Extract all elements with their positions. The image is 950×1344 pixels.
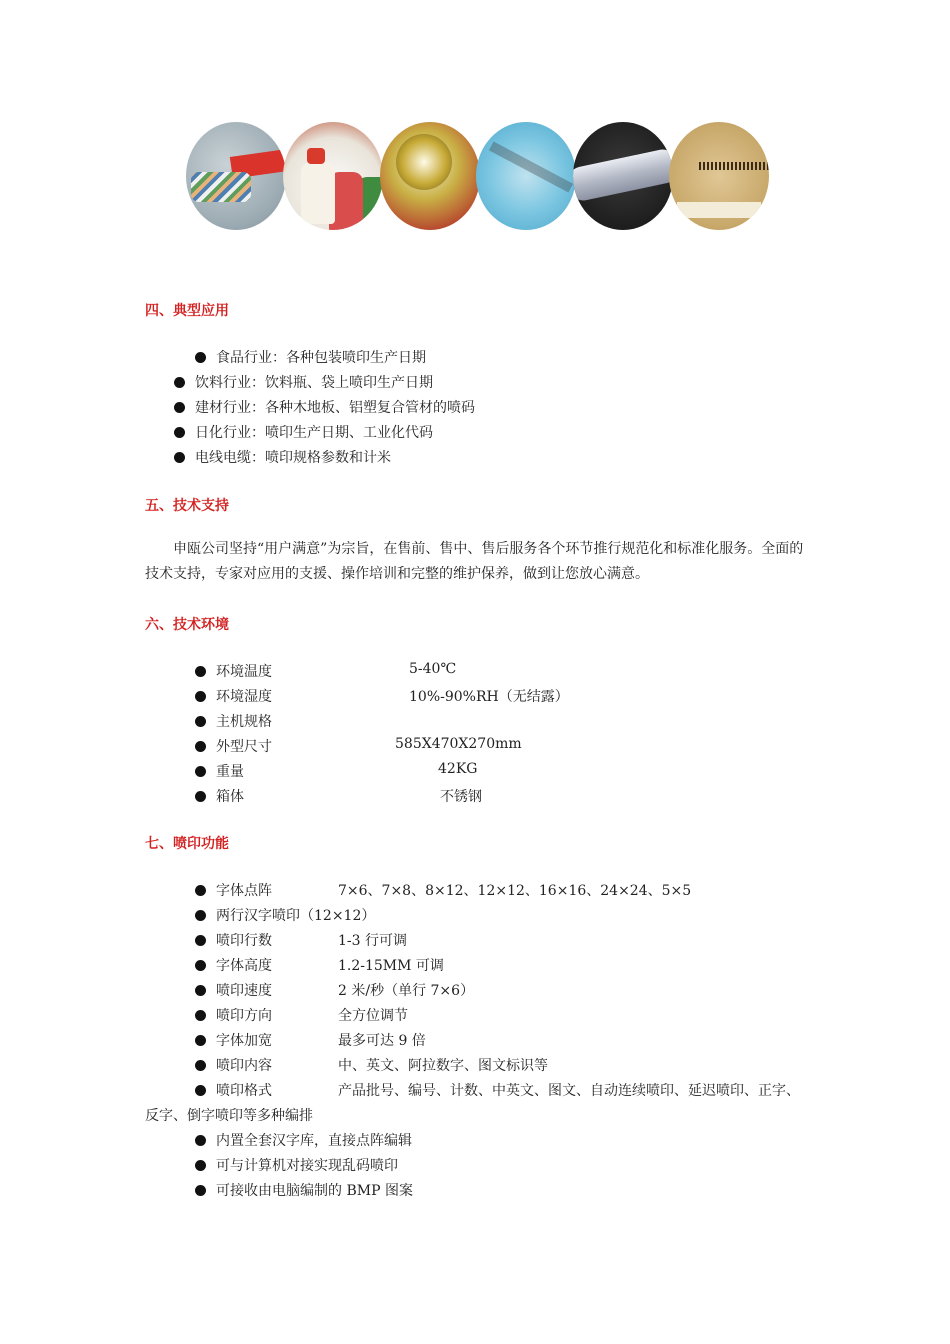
spec-value: 1-3 行可调 <box>338 933 407 949</box>
spec-value: 2 米/秒（单行 7×6） <box>338 983 475 999</box>
spec-value: 10%-90%RH（无结露） <box>409 689 569 705</box>
spec-value: 585X470X270mm <box>395 736 522 752</box>
bottles-photo-icon <box>283 122 383 230</box>
spec-value: 7×6、7×8、8×12、12×12、16×16、24×24、5×5 <box>338 883 692 899</box>
bullet-icon <box>195 766 206 777</box>
bullet-icon <box>195 885 206 896</box>
list-item: 重量 <box>195 761 244 781</box>
carton-photo-icon <box>669 122 769 230</box>
bullet-icon <box>195 666 206 677</box>
list-item: 喷印方向 <box>195 1005 272 1025</box>
spec-value: 42KG <box>438 761 478 777</box>
section-heading-support: 五、技术支持 <box>145 498 229 514</box>
bullet-icon <box>195 352 206 363</box>
list-item: 主机规格 <box>195 711 272 731</box>
cable-photo-icon <box>186 122 286 230</box>
bullet-icon <box>195 985 206 996</box>
bullet-icon <box>195 716 206 727</box>
format-continuation: 反字、倒字喷印等多种编排 <box>145 1108 313 1124</box>
bullet-icon <box>195 960 206 971</box>
bullet-icon <box>174 377 185 388</box>
section-heading-environment: 六、技术环境 <box>145 617 229 633</box>
bullet-icon <box>195 741 206 752</box>
bullet-icon <box>195 1135 206 1146</box>
bullet-icon <box>174 402 185 413</box>
list-item: 可接收由电脑编制的 BMP 图案 <box>195 1180 413 1200</box>
bullet-icon <box>195 1035 206 1046</box>
list-item: 可与计算机对接实现乱码喷印 <box>195 1155 398 1175</box>
bullet-icon <box>195 1010 206 1021</box>
support-paragraph: 申瓯公司坚持“用户满意”为宗旨，在售前、售中、售后服务各个环节推行规范化和标准化服务。全面的技术支持，专家对应用的支援、操作培训和完整的维护保养，做到让您放心满意。 <box>145 541 804 582</box>
bullet-icon <box>195 691 206 702</box>
bullet-icon <box>195 910 206 921</box>
list-item: 食品行业：各种包装喷印生产日期 <box>195 347 426 367</box>
spec-value: 1.2-15MM 可调 <box>338 958 444 974</box>
spec-value: 5-40℃ <box>409 661 457 677</box>
list-item: 日化行业：喷印生产日期、工业化代码 <box>174 422 433 442</box>
bullet-icon <box>174 452 185 463</box>
list-item: 喷印行数 <box>195 930 272 950</box>
bullet-icon <box>195 935 206 946</box>
bullet-icon <box>195 1160 206 1171</box>
list-item: 电线电缆：喷印规格参数和计米 <box>174 447 391 467</box>
application-image-strip <box>186 122 766 232</box>
jar-lid-photo-icon <box>380 122 480 230</box>
list-item: 建材行业：各种木地板、铝塑复合管材的喷码 <box>174 397 475 417</box>
section-heading-print-functions: 七、喷印功能 <box>145 836 229 852</box>
bullet-icon <box>195 1185 206 1196</box>
spec-value: 最多可达 9 倍 <box>338 1033 426 1049</box>
bullet-icon <box>174 427 185 438</box>
spec-value: 产品批号、编号、计数、中英文、图文、自动连续喷印、延迟喷印、正字、 <box>338 1083 800 1099</box>
section-heading-applications: 四、典型应用 <box>145 303 229 319</box>
list-item: 环境温度 <box>195 661 272 681</box>
list-item: 字体高度 <box>195 955 272 975</box>
bullet-icon <box>195 1060 206 1071</box>
list-item: 字体点阵 <box>195 880 272 900</box>
spec-value: 不锈钢 <box>440 789 482 805</box>
list-item: 喷印速度 <box>195 980 272 1000</box>
list-item: 饮料行业：饮料瓶、袋上喷印生产日期 <box>174 372 433 392</box>
spec-value: 全方位调节 <box>338 1008 408 1024</box>
list-item: 内置全套汉字库，直接点阵编辑 <box>195 1130 412 1150</box>
spec-value: 中、英文、阿拉数字、图文标识等 <box>338 1058 548 1074</box>
list-item: 喷印内容 <box>195 1055 272 1075</box>
list-item: 箱体 <box>195 786 244 806</box>
pipe-photo-icon <box>573 122 673 230</box>
list-item: 外型尺寸 <box>195 736 272 756</box>
list-item: 两行汉字喷印（12×12） <box>195 905 375 925</box>
list-item: 字体加宽 <box>195 1030 272 1050</box>
bullet-icon <box>195 791 206 802</box>
list-item: 喷印格式 <box>195 1080 272 1100</box>
blue-bag-photo-icon <box>476 122 576 230</box>
bullet-icon <box>195 1085 206 1096</box>
list-item: 环境湿度 <box>195 686 272 706</box>
